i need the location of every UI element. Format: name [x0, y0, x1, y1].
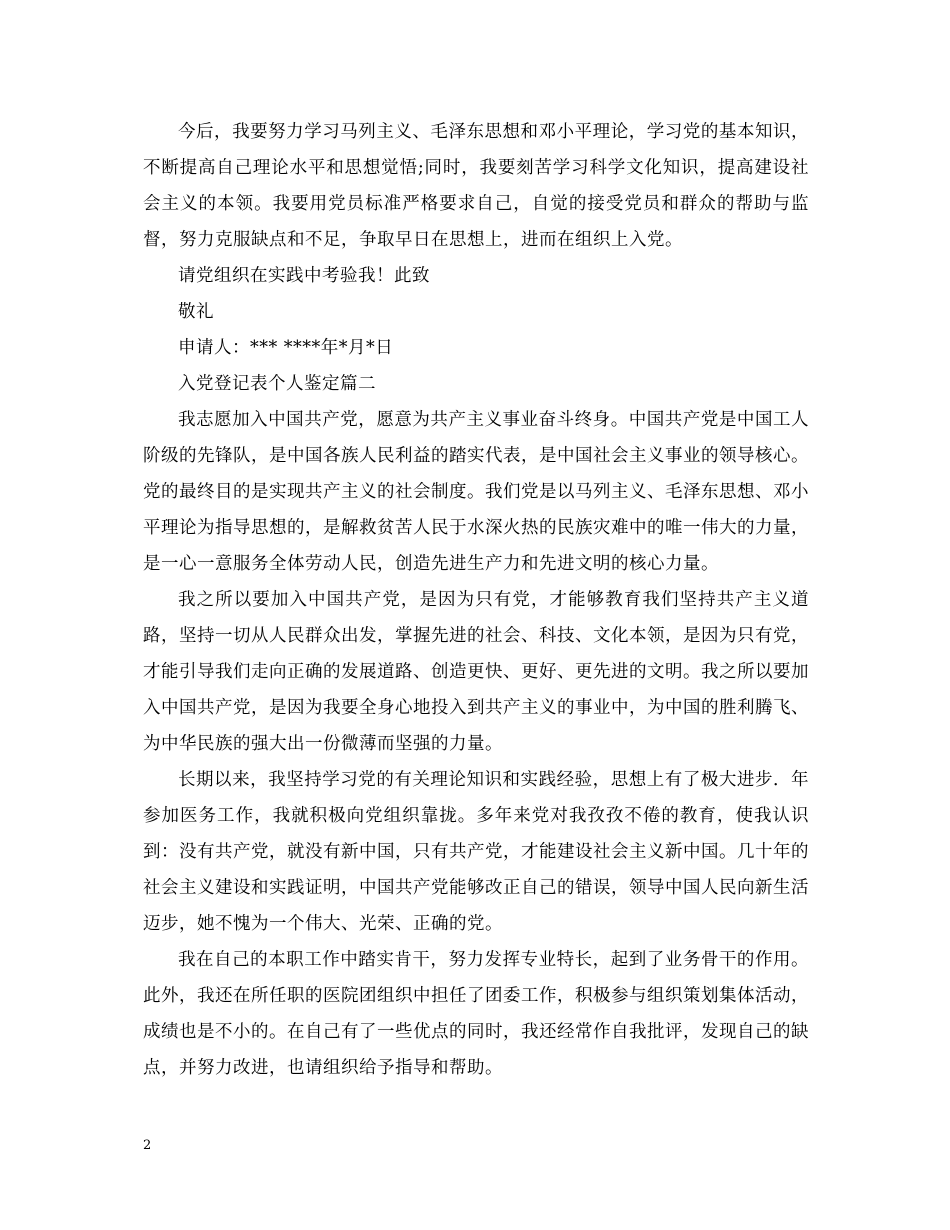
- paragraph-salutation: 敬礼: [178, 302, 214, 322]
- paragraph-applicant-signature: 申请人：*** ****年*月*日: [178, 338, 394, 358]
- paragraph-volunteer-statement: 我志愿加入中国共产党，愿意为共产主义事业奋斗终身。中国共产党是中国工人阶级的先锋队，是中国各族人民利益的踏实代表，是中国社会主义事业的领导核心。党的最终目的是实现共产主义的社会制度。我们党是以马列主义、毛泽东思想、邓小平理论为指导思想的，是解救贫苦人民于水深火热的民族灾难中的唯一伟大的力量，是一心一意服务全体劳动人民，创造先进生产力和先进文明的核心力量。: [143, 410, 809, 574]
- paragraph-study-commitment: 今后，我要努力学习马列主义、毛泽东思想和邓小平理论，学习党的基本知识，不断提高自己理论水平和思想觉悟;同时，我要刻苦学习科学文化知识，提高建设社会主义的本领。我要用党员标准严格要求自己，自觉的接受党员和群众的帮助与监督，努力克服缺点和不足，争取早日在思想上，进而在组织上入党。: [143, 122, 809, 250]
- section-heading: 入党登记表个人鉴定篇二: [178, 374, 376, 394]
- page-number: 2: [143, 1138, 152, 1153]
- paragraph-closing-request: 请党组织在实践中考验我！此致: [178, 266, 430, 286]
- paragraph-long-term-study: 长期以来，我坚持学习党的有关理论知识和实践经验，思想上有了极大进步．年参加医务工作，我就积极向党组织靠拢。多年来党对我孜孜不倦的教育，使我认识到：没有共产党，就没有新中国，只有共产党，才能建设社会主义新中国。几十年的社会主义建设和实践证明，中国共产党能够改正自己的错误，领导中国人民向新生活迈步，她不愧为一个伟大、光荣、正确的党。: [143, 770, 809, 934]
- paragraph-reasons: 我之所以要加入中国共产党，是因为只有党，才能够教育我们坚持共产主义道路，坚持一切从人民群众出发，掌握先进的社会、科技、文化本领，是因为只有党，才能引导我们走向正确的发展道路、创造更快、更好、更先进的文明。我之所以要加入中国共产党，是因为我要全身心地投入到共产主义的事业中，为中国的胜利腾飞、为中华民族的强大出一份微薄而坚强的力量。: [143, 590, 809, 754]
- document-body: [143, 114, 809, 1086]
- paragraph-work-performance: 我在自己的本职工作中踏实肯干，努力发挥专业特长，起到了业务骨干的作用。此外，我还在所任职的医院团组织中担任了团委工作，积极参与组织策划集体活动，成绩也是不小的。在自己有了一些优点的同时，我还经常作自我批评，发现自己的缺点，并努力改进，也请组织给予指导和帮助。: [143, 950, 809, 1078]
